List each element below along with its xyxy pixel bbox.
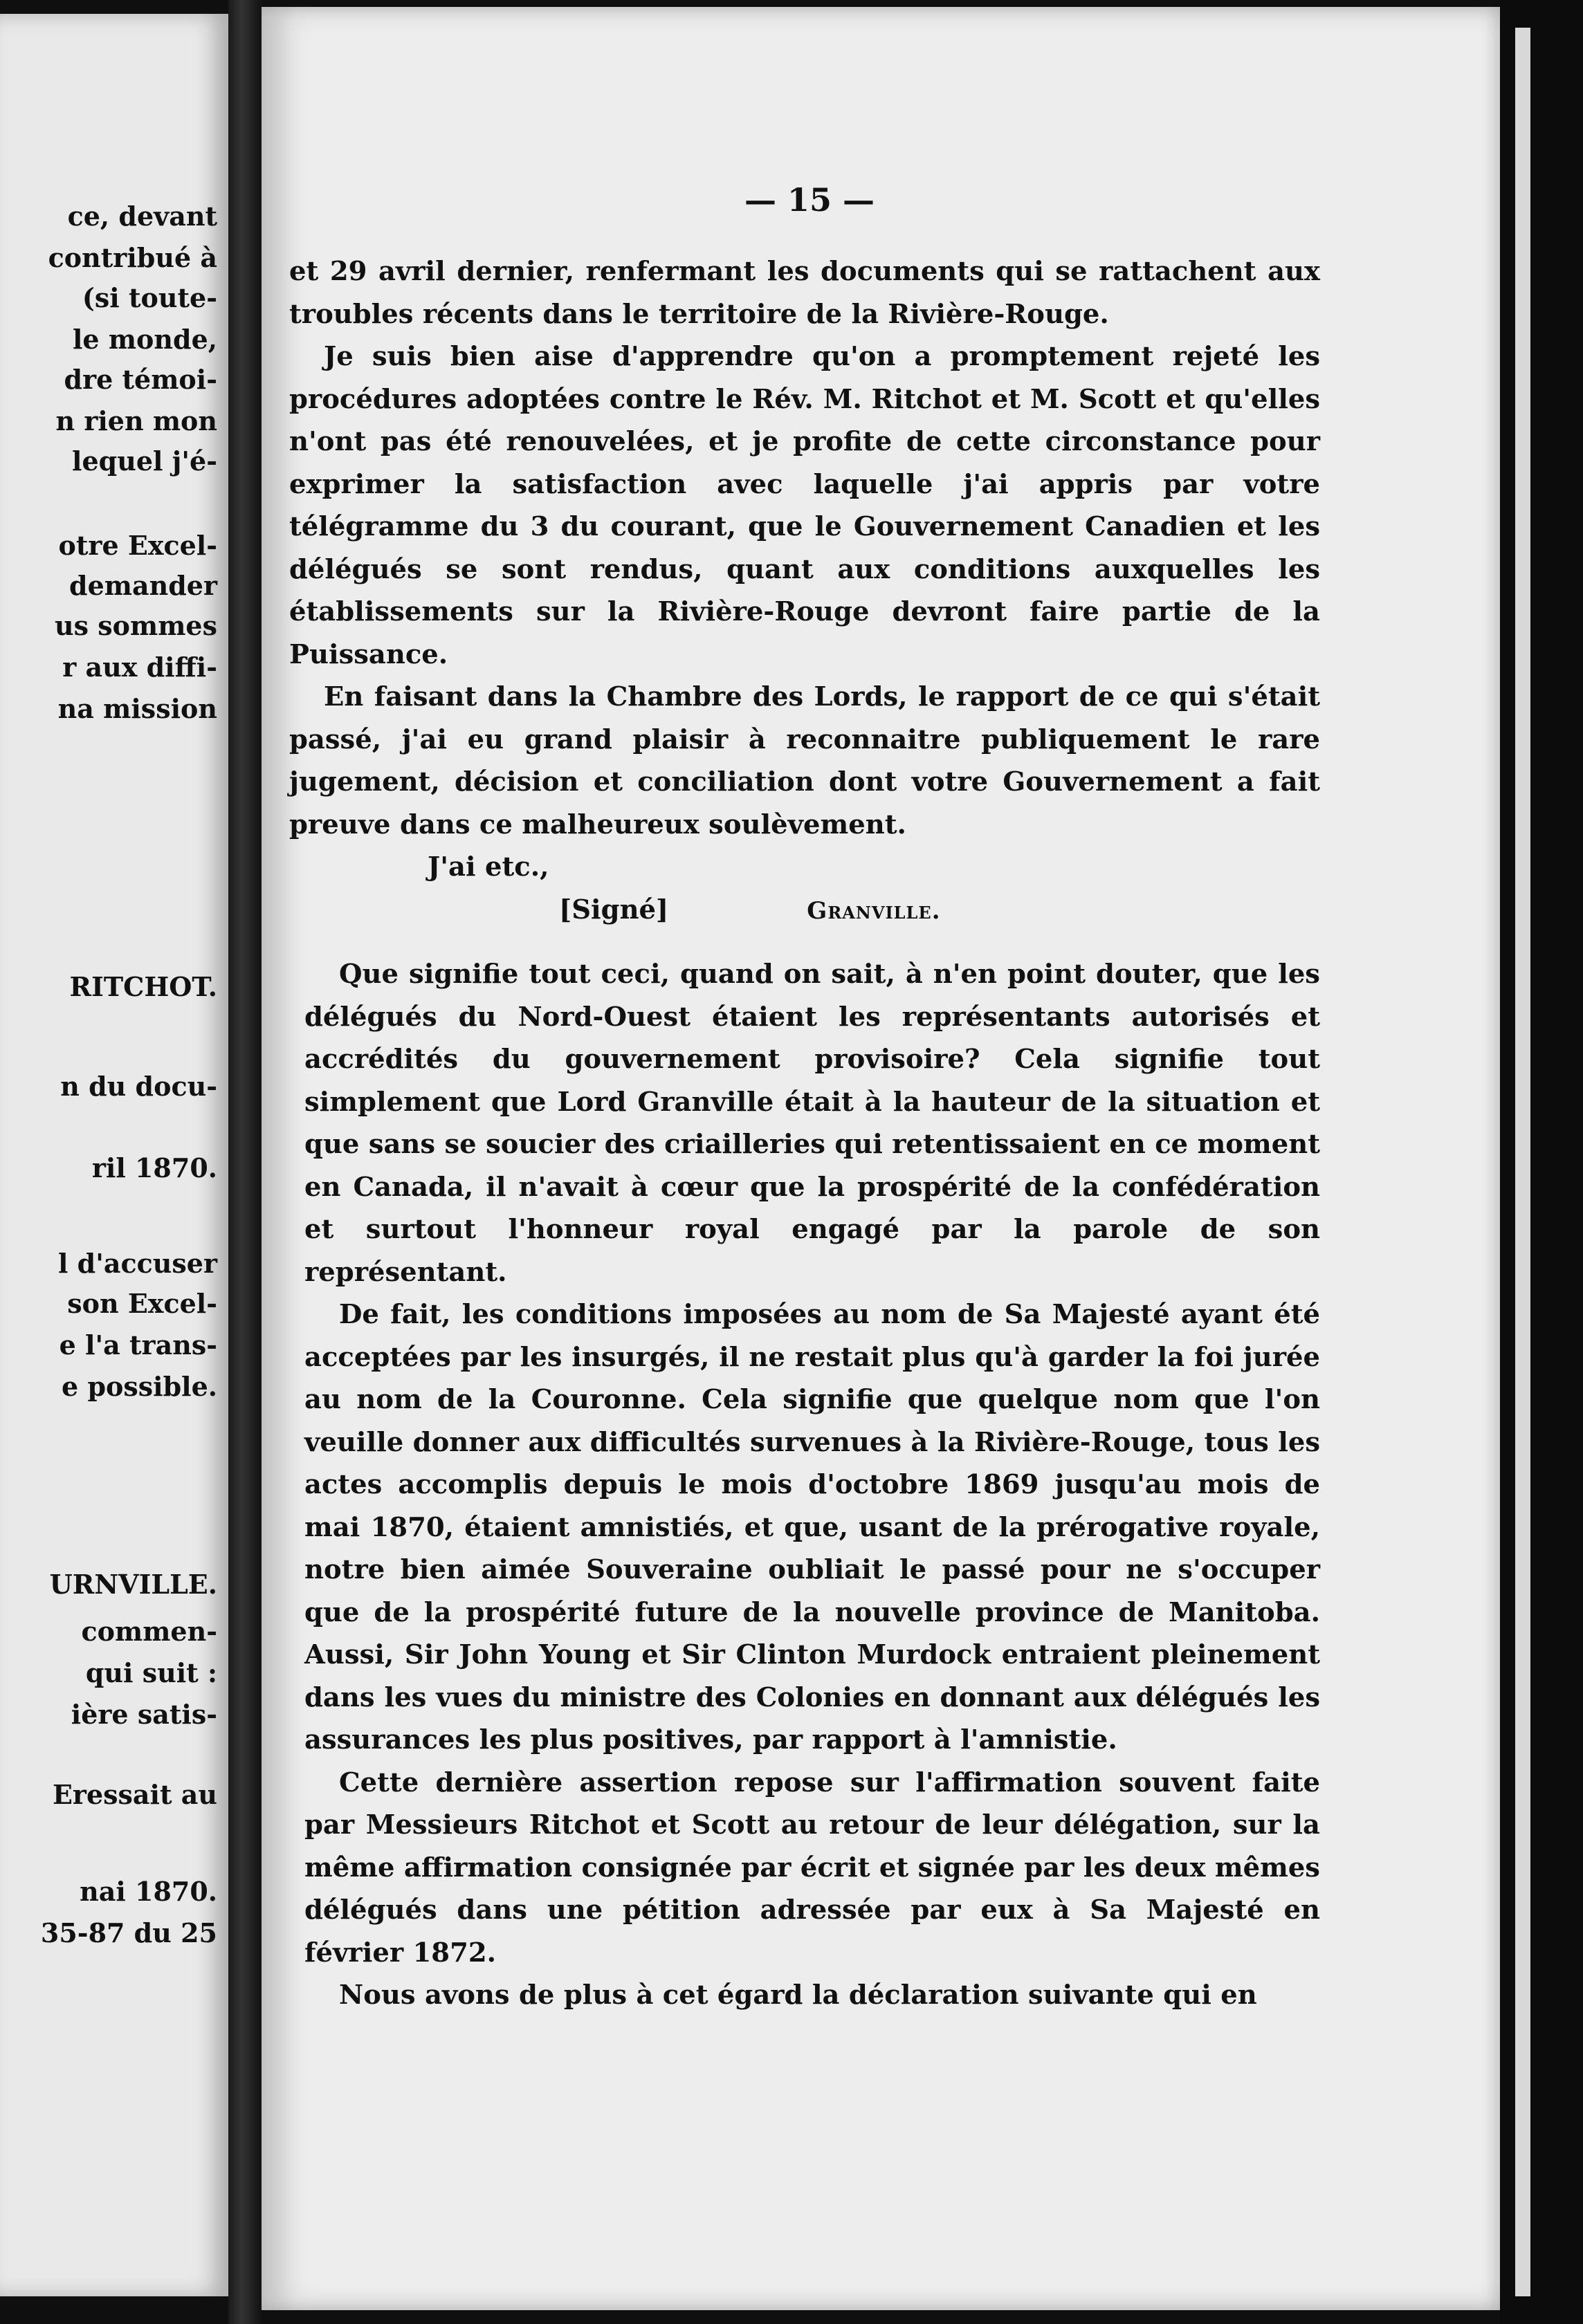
left-page-line: otre Excel- <box>58 530 217 561</box>
book-gutter <box>228 0 262 2324</box>
body-paragraph-2: De fait, les conditions imposées au nom de Sa Majesté ayant été acceptées par les insurgés, il ne restait plus qu'à garder la foi jurée au nom de la Couronne. Cela signifie que quelque nom que l'on veuille donner aux difficultés survenues à la Rivière-Rouge, tous les actes accomplis depuis le mois d'octobre 1869 jusqu'au mois de mai 1870, étaient amnistiés, et que, usant de la prérogative royale, notre bien aimée Souveraine oubliait le passé pour ne s'occuper que de la prospérité future de la nouvelle province de Manitoba. Aussi, Sir John Young et Sir Clinton Murdock entraient pleinement dans les vues du ministre des Colonies en donnant aux délégués les assurances les plus positives, par rapport à l'amnistie. <box>304 1299 1320 1755</box>
body-paragraph-4: Nous avons de plus à cet égard la déclaration suivante qui en <box>339 1980 1257 2011</box>
page-edge-strip <box>1515 28 1530 2296</box>
left-page-line: e possible. <box>62 1371 217 1402</box>
left-page-line: ce, devant <box>67 201 217 232</box>
left-page-line: us sommes <box>55 610 217 641</box>
left-page-line: demander <box>69 570 217 601</box>
body-paragraph-1: Que signifie tout ceci, quand on sait, à n'en point douter, que les délégués du Nord-Ouest étaient les représentants autorisés et accrédités du gouvernement provisoire? Cela signifie tout simplement que Lord Granville était à la hauteur de la situation et que sans se soucier des criailleries qui retentissaient en ce moment en Canada, il n'avait à cœur que la prospérité de la confédération et surtout l'honneur royal engagé par la parole de son représentant. <box>304 959 1320 1288</box>
left-page-line: qui suit : <box>85 1657 217 1688</box>
left-page-line: Eressait au <box>52 1779 217 1810</box>
left-page-line: ril 1870. <box>91 1152 217 1183</box>
left-page-line: n du docu- <box>60 1071 217 1102</box>
left-page-line: l d'accuser <box>58 1248 217 1279</box>
left-page-line: na mission <box>57 693 217 724</box>
closing-formula: J'ai etc., <box>428 851 549 883</box>
left-page-line: (si toute- <box>82 282 217 313</box>
letter-paragraph-2: Je suis bien aise d'apprendre qu'on a promptement rejeté les procédures adoptées contre le Rév. M. Ritchot et M. Scott et qu'elles n'ont pas été renouvelées, et je profite de cette circonstance pour exprimer la satisfaction avec laquelle j'ai appris par votre télégramme du 3 du courant, que le Gouvernement Canadien et les délégués se sont rendus, quant aux conditions auxquelles les établissements sur la Rivière-Rouge devront faire partie de la Puissance. <box>289 341 1320 670</box>
body-paragraph-3: Cette dernière assertion repose sur l'affirmation souvent faite par Messieurs Ritchot et Scott au retour de leur délégation, sur la même affirmation consignée par écrit et signée par les deux mêmes délégués dans une pétition adressée par eux à Sa Majesté en février 1872. <box>304 1767 1320 1968</box>
signature-line <box>289 889 1320 933</box>
left-page-line: e l'a trans- <box>59 1329 217 1361</box>
left-page-line: RITCHOT. <box>69 971 217 1002</box>
scan-border <box>1500 0 1583 2324</box>
left-page-line: 35-87 du 25 <box>40 1917 217 1948</box>
signed-label: [Signé] <box>559 894 669 925</box>
left-page-line: commen- <box>81 1616 217 1647</box>
letter-closing <box>289 846 1320 932</box>
left-page-line: lequel j'é- <box>72 445 217 477</box>
page-number: — 15 — <box>744 181 875 219</box>
left-page-line: contribué à <box>48 242 217 273</box>
left-page-line: son Excel- <box>67 1288 217 1319</box>
left-page-line: r aux diffi- <box>62 652 217 683</box>
left-page-line: dre témoi- <box>64 364 217 395</box>
signer-name: Granville. <box>807 896 941 925</box>
letter-paragraph-3: En faisant dans la Chambre des Lords, le rapport de ce qui s'était passé, j'ai eu grand plaisir à reconnaitre publiquement le rare jugement, décision et conciliation dont votre Gouvernement a fait preuve dans ce malheureux soulèvement. <box>289 681 1320 840</box>
left-page-line: le monde, <box>73 324 217 355</box>
letter-paragraph-1: et 29 avril dernier, renfermant les documents qui se rattachent aux troubles récents dans le territoire de la Rivière-Rouge. <box>289 256 1320 330</box>
left-page-fragment <box>0 14 228 2296</box>
page-body <box>289 250 1320 2017</box>
left-page-line: nai 1870. <box>80 1876 217 1907</box>
left-page-line: URNVILLE. <box>49 1569 217 1600</box>
left-page-line: n rien mon <box>55 405 217 436</box>
left-page-line: ière satis- <box>71 1699 217 1730</box>
